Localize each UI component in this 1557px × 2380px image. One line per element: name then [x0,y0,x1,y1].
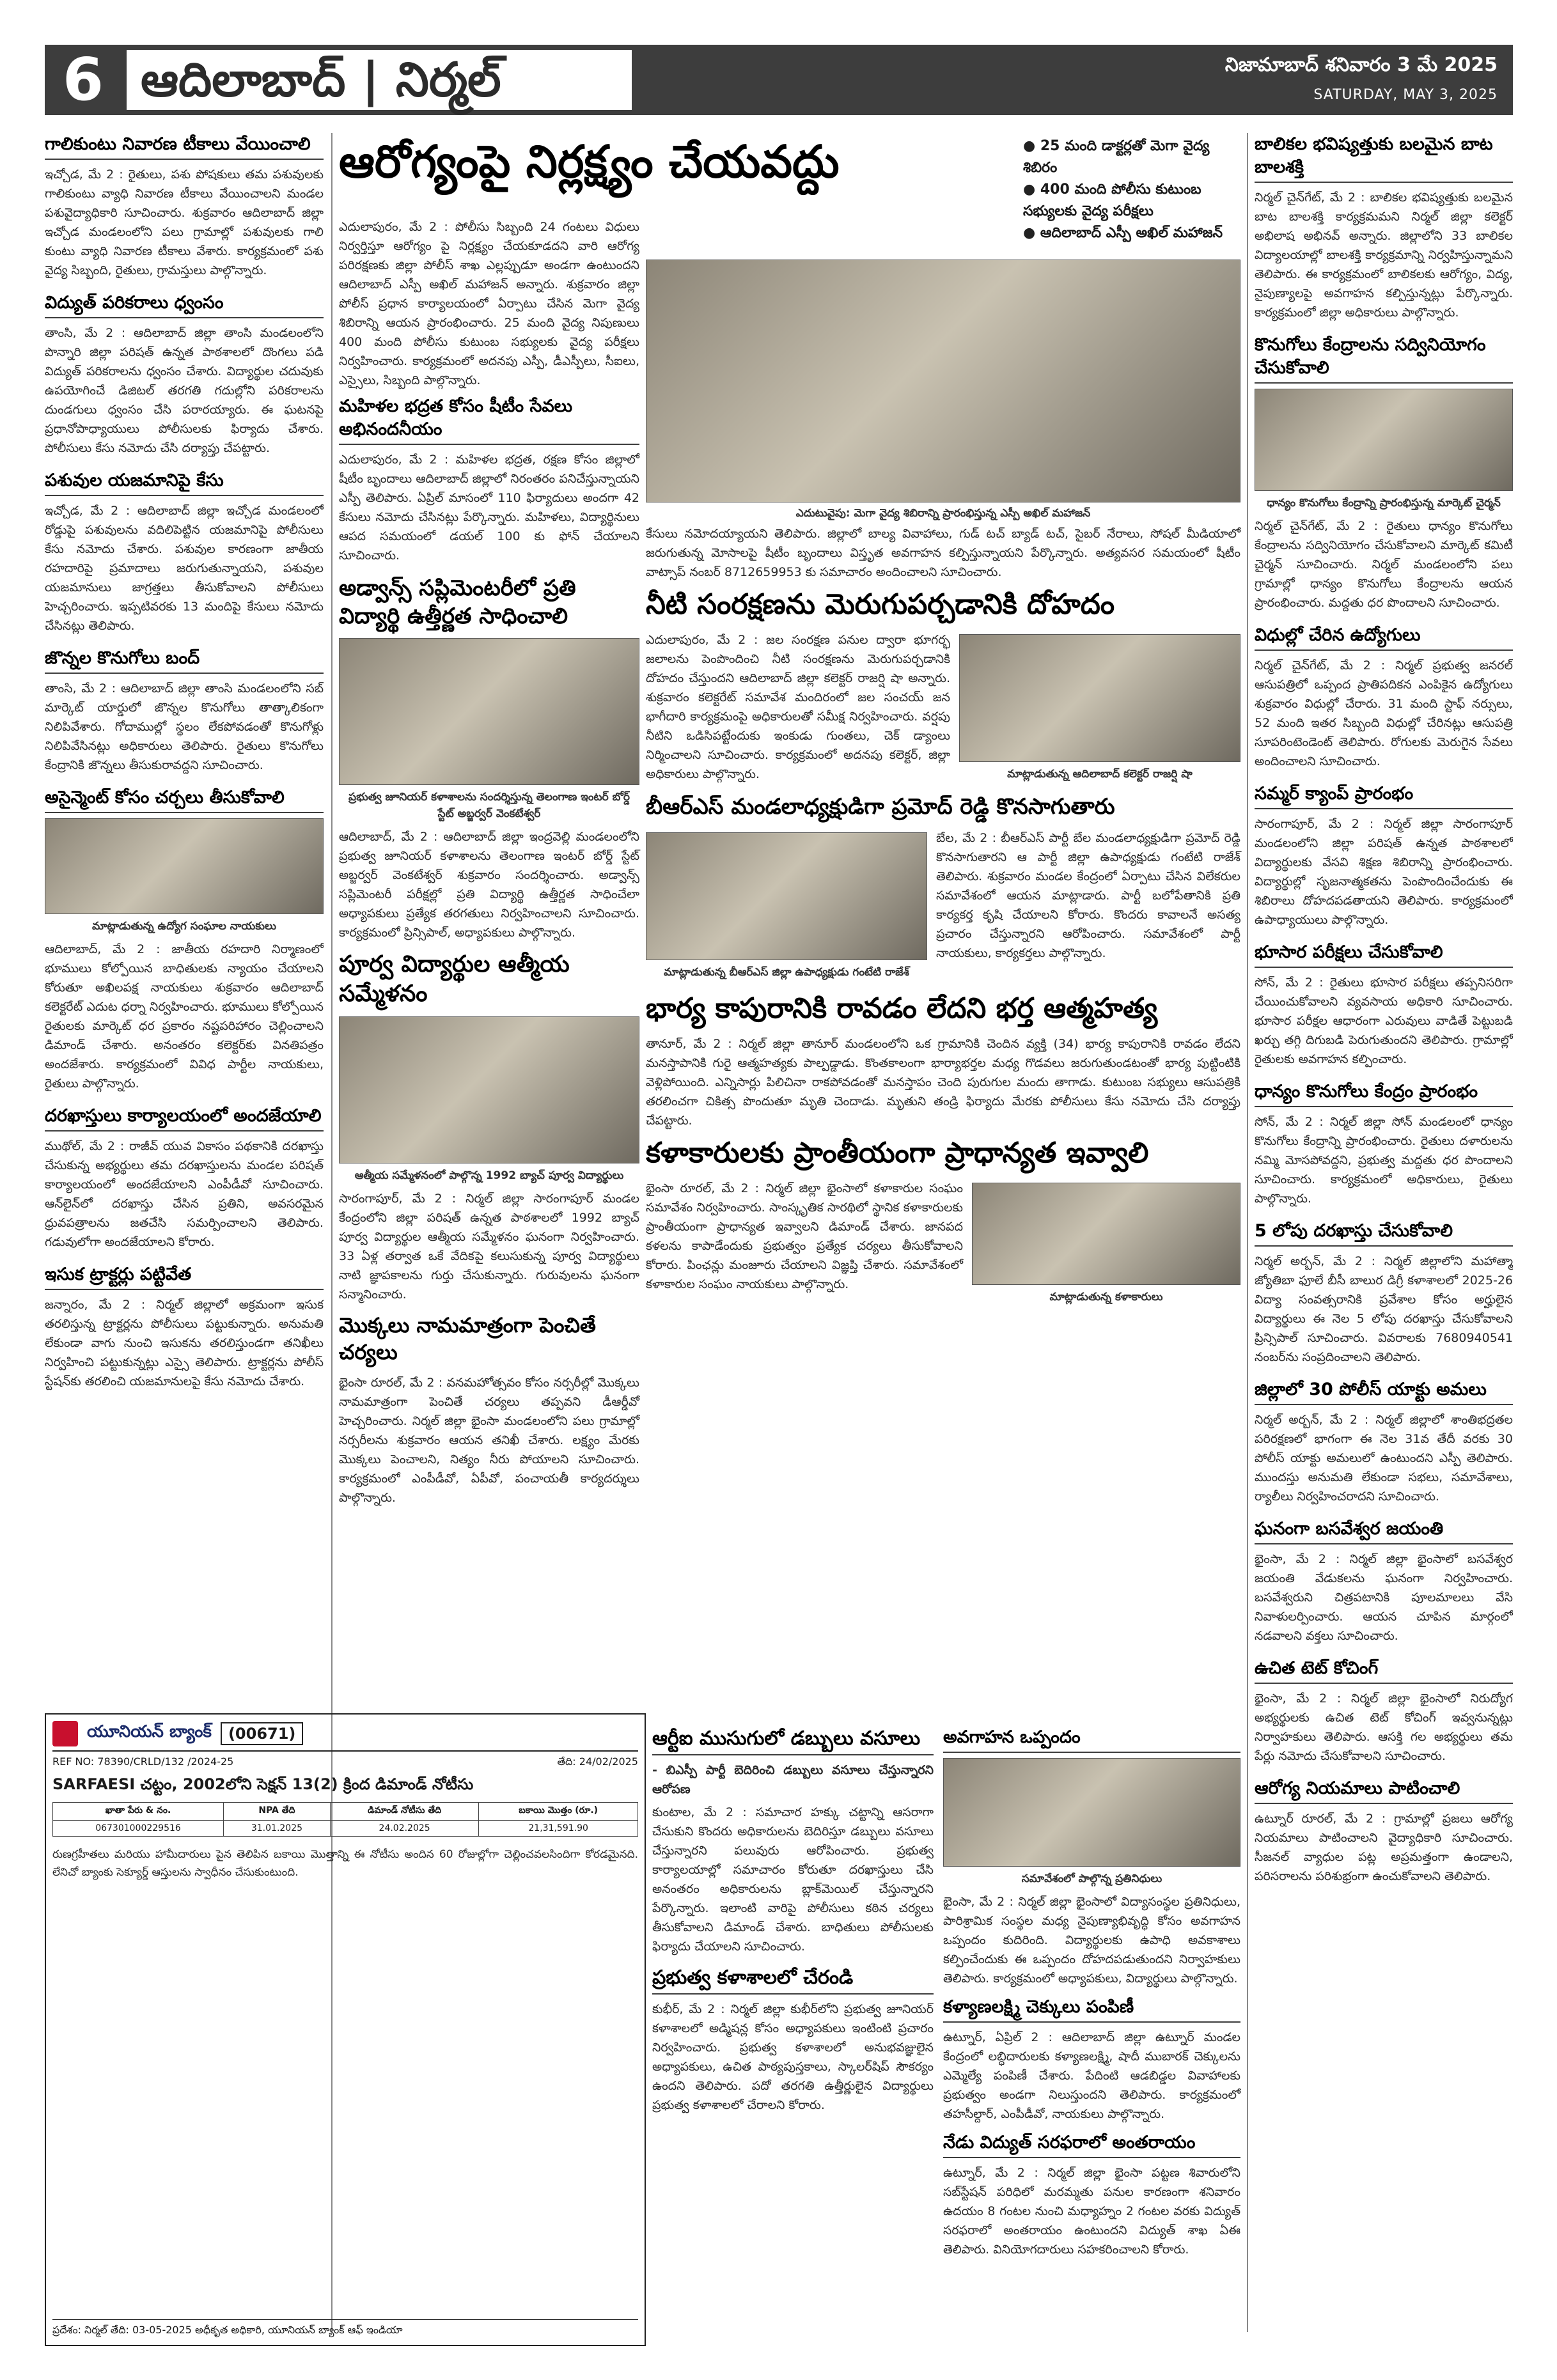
date-english: SATURDAY, MAY 3, 2025 [1313,87,1498,103]
edition-date [1139,54,1498,103]
article-headline: దరఖాస్తులు కార్యాలయంలో అందజేయాలి [45,1105,324,1132]
photo-caption: ప్రభుత్వ జూనియర్ కళాశాలను సందర్శిస్తున్న తెలంగాణ ఇంటర్ బోర్డ్ స్టేట్ అబ్జర్వర్ వెంకటేశ్వర్ [348,791,630,820]
article-body: ఇచ్చోడ, మే 2 : రైతులు, పశు పోషకులు తమ పశువులకు గాలికుంటు వ్యాధి నివారణ టీకాలు వేయించాలని మండల పశువైద్యాధికారి సూచించారు. శుక్రవారం ఆదిలాబాద్ జిల్లా ఇచ్చోడ మండలంలోని పలు గ్రామాల్లో పశువులకు గాలి కుంటు వ్యాధి నివారణ టీకాలు వేశారు. కార్యక్రమంలో పశు వైద్య సిబ్బంది, రైతులు, గ్రామస్తులు పాల్గొన్నారు. [45,167,324,277]
article-headline: పశువుల యజమానిపై కేసు [45,469,324,496]
article-headline: ప్రభుత్వ కళాశాలలో చేరండి [652,1965,934,1995]
article-headline: నీటి సంరక్షణను మెరుగుపర్చడానికి దోహదం [646,588,1115,621]
article-body: ఇచ్చోడ, మే 2 : ఆదిలాబాద్ జిల్లా ఇచ్చోడ మండలంలో రోడ్డుపై పశువులను వదిలిపెట్టిన యజమానిపై పోలీసులు కేసు నమోదు చేశారు. పశువుల కారణంగా జాతీయ రహదారిపై ప్రమాదాలు జరుగుతున్నాయని, పశువుల యజమానులు జాగ్రత్తలు తీసుకోవాలని పోలీసులు హెచ్చరించారు. ఇప్పటివరకు 13 మందిపై కేసులు నమోదు చేసినట్లు తెలిపారు. [45,504,324,633]
article [1255,624,1513,771]
branch-code: (00671) [221,1722,303,1745]
article-body: నిర్మల్ చైన్‌గేట్, మే 2 : రైతులు ధాన్యం కొనుగోలు కేంద్రాలను సద్వినియోగం చేసుకోవాలని మార్కెట్ కమిటీ చైర్మన్ సూచించారు. నిర్మల్ మండలంలోని పలు గ్రామాల్లో ధాన్యం కొనుగోలు కేంద్రాలను ఆయన ప్రారంభించారు. మద్దతు ధర పొందాలని సూచించారు. [1255,519,1513,610]
sub-headline: మహిళల భద్రత కోసం షీటీం సేవలు అభినందనీయం [339,395,639,445]
article [45,1105,324,1252]
lead-story [339,133,1017,198]
article-body: తాంసి, మే 2 : ఆదిలాబాద్ జిల్లా తాంసి మండలంలోని పొన్నారి జిల్లా పరిషత్ ఉన్నత పాఠశాలలో దొంగలు పడి విద్యుత్ పరికరాలను ధ్వంసం చేశారు. విద్యార్థుల చదువుకు ఉపయోగించే డిజిటల్ తరగతి గదుల్లోని పరికరాలను దుండగులు ధ్వంసం చేసి పరారయ్యారు. ఈ ఘటనపై ప్రధానోపాధ్యాయులు పోలీసులకు ఫిర్యాదు చేశారు. పోలీసులు కేసు నమోదు చేసి దర్యాప్తు చేపట్టారు. [45,326,324,455]
article [1255,941,1513,1069]
article-body: సోన్, మే 2 : నిర్మల్ జిల్లా సోన్ మండలంలో ధాన్యం కొనుగోలు కేంద్రాన్ని ప్రారంభించారు. రైతులు దళారులను నమ్మి మోసపోవద్దని, ప్రభుత్వ మద్దతు ధర పొందాలని సూచించారు. కార్యక్రమంలో అధికారులు, రైతులు పాల్గొన్నారు. [1255,1115,1513,1206]
article-body: సారంగాపూర్, మే 2 : నిర్మల్ జిల్లా సారంగాపూర్ మండలంలోని జిల్లా పరిషత్ ఉన్నత పాఠశాలలో విద్యార్థులకు వేసవి శిక్షణ శిబిరాన్ని ప్రారంభించారు. విద్యార్థుల్లో సృజనాత్మకతను పెంపొందించేందుకు ఈ శిబిరాలు దోహదపడతాయని తెలిపారు. కార్యక్రమంలో ఉపాధ్యాయులు పాల్గొన్నారు. [1255,817,1513,927]
article-subhead: - బిఎస్పీ పార్టీ బెదిరించి డబ్బులు వసూలు చేస్తున్నారని ఆరోపణ [652,1763,934,1796]
article-headline: మొక్కలు నామమాత్రంగా పెంచితే చర్యలు [339,1313,596,1364]
table-row [53,1821,638,1837]
article-body: భైంసా రూరల్, మే 2 : వనమహోత్సవం కోసం నర్సరీల్లో మొక్కలు నామమాత్రంగా పెంచితే చర్యలు తప్పవని డీఆర్డీవో హెచ్చరించారు. నిర్మల్ జిల్లా భైంసా మండలంలోని పలు గ్రామాల్లో నర్సరీలను శుక్రవారం ఆయన తనిఖీ చేశారు. లక్ష్యం మేరకు మొక్కలు పెంచాలని, నిత్యం నీరు పోయాలని సూచించారు. కార్యక్రమంలో ఎంపీడీవో, ఏపీవో, పంచాయతీ కార్యదర్శులు పాల్గొన్నారు. [339,1376,639,1505]
article [1255,1518,1513,1645]
article-body: ఎదులాపురం, మే 2 : జల సంరక్షణ పనుల ద్వారా భూగర్భ జలాలను పెంపొందించి నీటి సంరక్షణను మెరుగుపర్చడానికి దోహదం చేస్తుందని ఆదిలాబాద్ జిల్లా కలెక్టర్ రాజర్షి షా అన్నారు. శుక్రవారం కలెక్టరేట్ సమావేశ మందిరంలో జల సంచయ్ జన భాగీదారి కార్యక్రమంపై అధికారులతో సమీక్ష నిర్వహించారు. వర్షపు నీటిని ఒడిసిపట్టేందుకు ఇంకుడు గుంతలు, చెక్ డ్యాంలు నిర్మించాలని సూచించారు. కార్యక్రమంలో అదనపు కలెక్టర్, జిల్లా అధికారులు పాల్గొన్నారు. [646,633,950,781]
article-body: తానూర్, మే 2 : నిర్మల్ జిల్లా తానూర్ మండలంలోని ఒక గ్రామానికి చెందిన వ్యక్తి (34) భార్య కాపురానికి రావడం లేదని మనస్తాపానికి గురై ఆత్మహత్యకు పాల్పడ్డాడు. కొంతకాలంగా భార్యాభర్తల మధ్య గొడవలు జరుగుతుండటంతో భార్య పుట్టింటికి వెళ్లిపోయింది. ఎన్నిసార్లు పిలిచినా రాకపోవడంతో మనస్తాపం చెంది పురుగుల మందు తాగాడు. కుటుంబ సభ్యులు ఆసుపత్రికి తరలించగా చికిత్స పొందుతూ మృతి చెందాడు. మృతుని తండ్రి ఫిర్యాదు మేరకు పోలీసులు కేసు నమోదు చేసి దర్యాప్తు చేపట్టారు. [646,1037,1240,1128]
article [1255,1378,1513,1506]
article [1255,1777,1513,1886]
article [1255,1080,1513,1208]
notice-ref: REF NO: 78390/CRLD/132 /2024-25 [52,1755,234,1768]
photo-caption: ఆత్మీయ సమ్మేళనంలో పాల్గొన్న 1992 బ్యాచ్ పూర్వ విద్యార్థులు [354,1169,624,1182]
news-photo [972,1183,1240,1285]
section-title: ఆదిలాబాద్ | నిర్మల్ [127,50,632,110]
notice-body: రుణగ్రహీతలు మరియు హామీదారులు పైన తెలిపిన బకాయి మొత్తాన్ని ఈ నోటీసు అందిన 60 రోజుల్లోగా చెల్లించవలసిందిగా కోరడమైనది. లేనిచో బ్యాంకు సెక్యూర్డ్ ఆస్తులను స్వాధీనం చేసుకుంటుంది. [52,1848,638,1879]
article-headline: ఘనంగా బసవేశ్వర జయంతి [1255,1518,1513,1544]
article-headline: ఇసుక ట్రాక్టర్లు పట్టివేత [45,1263,324,1290]
photo-caption: మాట్లాడుతున్న ఆదిలాబాద్ కలెక్టర్ రాజర్షి షా [1007,768,1193,781]
article-headline: నేడు విద్యుత్ సరఫరాలో అంతరాయం [943,2131,1240,2158]
article-body: కుభీర్, మే 2 : నిర్మల్ జిల్లా కుభీర్‌లోని ప్రభుత్వ జూనియర్ కళాశాలలో అడ్మిషన్ల కోసం అధ్యాపకులు ఇంటింటి ప్రచారం నిర్వహించారు. ప్రభుత్వ కళాశాలలో అనుభవజ్ఞులైన అధ్యాపకులు, ఉచిత పాఠ్యపుస్తకాలు, స్కాలర్‌షిప్ సౌకర్యం ఉందని తెలిపారు. పదో తరగతి ఉత్తీర్ణులైన విద్యార్థులు ప్రభుత్వ కళాశాలలో చేరాలని కోరారు. [652,2002,934,2112]
highlight-item: ● ఆదిలాబాద్ ఎస్పీ అఖిల్ మహాజన్ [1023,222,1240,244]
notice-date: తేది: 24/02/2025 [557,1755,638,1768]
article-headline: అడ్వాన్స్ సప్లిమెంటరీలో ప్రతి విద్యార్థి ఉత్తీర్ణత సాధించాలి [339,575,576,629]
lead-photo [646,260,1240,502]
lead-photo-caption: ఎదుటువైపు: మెగా వైద్య శిబిరాన్ని ప్రారంభిస్తున్న ఎస్పీ అఖిల్ మహాజన్ [795,507,1091,520]
article-body: ఎదులాపురం, మే 2 : మహిళల భద్రత, రక్షణ కోసం జిల్లాలో షీటీం బృందాలు ఆదిలాబాద్ జిల్లాలో నిరంతరం పనిచేస్తున్నాయని ఎస్పీ తెలిపారు. ఏప్రిల్ మాసంలో 110 ఫిర్యాదులు అందగా 42 కేసులు నమోదు చేసినట్లు పేర్కొన్నారు. మహిళలు, విద్యార్థినులు ఆపద సమయంలో డయల్ 100 కు ఫోన్ చేయాలని సూచించారు. [339,453,639,563]
bank-logo-icon [52,1721,78,1746]
article-body: నిర్మల్ చైన్‌గేట్, మే 2 : బాలికల భవిష్యత్తుకు బలమైన బాట బాలశక్తి కార్యక్రమమని నిర్మల్ జిల్లా కలెక్టర్ అభిలాష అభినవ్ అన్నారు. జిల్లాలోని 33 బాలికల విద్యాలయాల్లో బాలశక్తి కార్యక్రమాన్ని నిర్వహిస్తున్నామని తెలిపారు. ఈ కార్యక్రమంలో బాలికలకు ఆరోగ్యం, విద్య, నైపుణ్యాలపై అవగాహన కల్పిస్తున్నట్లు పేర్కొన్నారు. కార్యక్రమంలో జిల్లా అధికారులు పాల్గొన్నారు. [1255,191,1513,320]
photo-caption: మాట్లాడుతున్న ఉద్యోగ సంఘాల నాయకులు [92,920,276,933]
article-headline: ఆర్టీఐ ముసుగులో డబ్బులు వసూలు [652,1726,934,1755]
article-headline: విధుల్లో చేరిన ఉద్యోగులు [1255,624,1513,651]
article-body: ముథోల్, మే 2 : రాజీవ్ యువ వికాసం పథకానికి దరఖాస్తు చేసుకున్న అభ్యర్థులు తమ దరఖాస్తులను మండల పరిషత్ కార్యాలయంలో అందజేయాలని ఎంపీడీవో సూచించారు. ఆన్‌లైన్‌లో దరఖాస్తు చేసిన ప్రతిని, అవసరమైన ధ్రువపత్రాలను జతచేసి సమర్పించాలని తెలిపారు. గడువులోగా అందజేయాలని కోరారు. [45,1139,324,1249]
news-photo [943,1758,1240,1867]
article-body: కుంటాల, మే 2 : సమాచార హక్కు చట్టాన్ని ఆసరాగా చేసుకుని కొందరు అధికారులను బెదిరిస్తూ డబ్బులు వసూలు చేస్తున్నారని పలువురు ఆరోపించారు. ప్రభుత్వ కార్యాలయాల్లో సమాచారం కోరుతూ దరఖాస్తులు చేసి అనంతరం అధికారులను బ్లాక్‌మెయిల్ చేస్తున్నారని పేర్కొన్నారు. ఇలాంటి వారిపై పోలీసులు కఠిన చర్యలు తీసుకోవాలని డిమాండ్ చేశారు. బాధితులు పోలీసులకు ఫిర్యాదు చేయాలని సూచించారు. [652,1805,934,1954]
photo-caption: మాట్లాడుతున్న బీఆర్ఎస్ జిల్లా ఉపాధ్యక్షుడు గంటేటి రాజేశ్ [664,966,909,979]
lead-headline: ఆరోగ్యంపై నిర్లక్ష్యం చేయవద్దు [339,136,840,188]
date-telugu: నిజామాబాద్ శనివారం 3 మే 2025 [1224,54,1498,76]
article-body: తాంసి, మే 2 : ఆదిలాబాద్ జిల్లా తాంసి మండలంలోని సబ్ మార్కెట్ యార్డులో జొన్నల కొనుగోలు తాత్కాలికంగా నిలిపివేశారు. గోదాముల్లో స్థలం లేకపోవడంతో కొనుగోళ్లు నిలిపివేసినట్లు అధికారులు తెలిపారు. రైతులు కొనుగోలు కేంద్రానికి జొన్నలు తీసుకురావద్దని సూచించారు. [45,681,324,772]
article [45,647,324,775]
article-headline: అవగాహన ఒప్పందం [943,1726,1240,1753]
article-headline: బాలికల భవిష్యత్తుకు బలమైన బాట బాలశక్తి [1255,133,1513,183]
photo-caption: ధాన్యం కొనుగోలు కేంద్రాన్ని ప్రారంభిస్తున్న మార్కెట్ చైర్మన్ [1267,497,1501,509]
table-cell: 24.02.2025 [330,1821,478,1837]
news-photo [45,818,324,914]
article-headline: ధాన్యం కొనుగోలు కేంద్రం ప్రారంభం [1255,1080,1513,1107]
column-divider [1247,133,1248,2332]
bank-notice-header [52,1721,638,1752]
article [45,786,324,1093]
table-cell: 21,31,591.90 [479,1821,638,1837]
article [45,469,324,635]
article-body: నిర్మల్ అర్బన్, మే 2 : నిర్మల్ జిల్లాలో శాంతిభద్రతల పరిరక్షణలో భాగంగా ఈ నెల 31వ తేదీ వరకు 30 పోలీస్ యాక్టు అమలులో ఉంటుందని ఎస్పీ తెలిపారు. ముందస్తు అనుమతి లేకుండా సభలు, సమావేశాలు, ర్యాలీలు నిర్వహించరాదని సూచించారు. [1255,1413,1513,1504]
article-headline: సమ్మర్ క్యాంప్ ప్రారంభం [1255,782,1513,809]
article-headline: విద్యుత్ పరికరాలు ధ్వంసం [45,292,324,318]
table-cell: 067301000229516 [53,1821,224,1837]
photo-caption: సమావేశంలో పాల్గొన్న ప్రతినిధులు [1021,1872,1162,1885]
bank-notice [45,1713,646,2346]
article [1255,133,1513,322]
article-body: నిర్మల్ చైన్‌గేట్, మే 2 : నిర్మల్ ప్రభుత్వ జనరల్ ఆసుపత్రిలో ఒప్పంద ప్రాతిపదికన ఎంపికైన ఉద్యోగులు శుక్రవారం విధుల్లో చేరారు. 31 మంది స్టాఫ్ నర్సులు, 52 మంది ఇతర సిబ్బంది విధుల్లో చేరినట్లు ఆసుపత్రి సూపరింటెండెంట్ తెలిపారు. రోగులకు మెరుగైన సేవలు అందించాలని సూచించారు. [1255,658,1513,768]
article-body: భైంసా, మే 2 : నిర్మల్ జిల్లా భైంసాలో బసవేశ్వర జయంతి వేడుకలను ఘనంగా నిర్వహించారు. బసవేశ్వరుని చిత్రపటానికి పూలమాలలు వేసి నివాళులర్పించారు. ఆయన చూపిన మార్గంలో నడవాలని వక్తలు సూచించారు. [1255,1552,1513,1643]
bank-name: యూనియన్ బ్యాంక్ [87,1722,212,1741]
news-photo [339,638,639,785]
notice-heading: SARFAESI చట్టం, 2002లోని సెక్షన్ 13(2) క్రింద డిమాండ్ నోటీసు [52,1775,474,1793]
column-4-lower [943,1726,1240,2259]
column-2 [339,217,639,1507]
news-photo [1255,389,1513,491]
lead-body: ఎదులాపురం, మే 2 : పోలీసు సిబ్బంది 24 గంటలు విధులు నిర్వర్తిస్తూ ఆరోగ్యం పై నిర్లక్ష్యం చేయకూడదని వారి ఆరోగ్య పరిరక్షణకు జిల్లా పోలీస్ శాఖ ఎల్లప్పుడూ అండగా ఉంటుందని ఆదిలాబాద్ ఎస్పీ అఖిల్ మహాజన్ అన్నారు. శుక్రవారం జిల్లా పోలీస్ ప్రధాన కార్యాలయంలో ఏర్పాటు చేసిన మెగా వైద్య శిబిరాన్ని ఆయన ప్రారంభించారు. 25 మంది వైద్య నిపుణులు 400 మంది పోలీసు కుటుంబ సభ్యులకు వైద్య పరీక్షలు నిర్వహించారు. కార్యక్రమంలో అదనపు ఎస్పీ, డీఎస్పీలు, సీఐలు, ఎస్సైలు, సిబ్బంది పాల్గొన్నారు. [339,220,639,387]
article-body: సారంగాపూర్, మే 2 : నిర్మల్ జిల్లా సారంగాపూర్ మండల కేంద్రంలోని జిల్లా పరిషత్ ఉన్నత పాఠశాలలో 1992 బ్యాచ్ పూర్వ విద్యార్థుల ఆత్మీయ సమ్మేళనం ఘనంగా నిర్వహించారు. 33 ఏళ్ల తర్వాత ఒకే వేదికపై కలుసుకున్న పూర్వ విద్యార్థులు నాటి జ్ఞాపకాలను గుర్తు చేసుకున్నారు. గురువులను ఘనంగా సన్మానించారు. [339,1192,639,1302]
article-headline: గాలికుంటు నివారణ టీకాలు వేయించాలి [45,133,324,160]
masthead [45,45,1513,115]
news-photo [646,832,927,960]
article-body: సోన్, మే 2 : రైతులు భూసార పరీక్షలు తప్పనిసరిగా చేయించుకోవాలని వ్యవసాయ అధికారి సూచించారు. భూసార పరీక్షల ఆధారంగా ఎరువులు వాడితే పెట్టుబడి ఖర్చు తగ్గి దిగుబడి పెరుగుతుందని తెలిపారు. గ్రామాల్లో రైతులకు అవగాహన కల్పించారు. [1255,976,1513,1066]
article-body: భైంసా, మే 2 : నిర్మల్ జిల్లా భైంసాలో నిరుద్యోగ అభ్యర్థులకు ఉచిత టెట్ కోచింగ్ ఇవ్వనున్నట్లు నిర్వాహకులు తెలిపారు. ఆసక్తి గల అభ్యర్థులు తమ పేర్లు నమోదు చేసుకోవాలని సూచించారు. [1255,1692,1513,1763]
lead-highlights [1023,136,1240,244]
notice-table [52,1802,638,1837]
table-header: బకాయి మొత్తం (రూ.) [479,1803,638,1821]
article-body: బేల, మే 2 : బీఆర్ఎస్ పార్టీ బేల మండలాధ్యక్షుడిగా ప్రమోద్ రెడ్డి కొనసాగుతారని ఆ పార్టీ జిల్లా ఉపాధ్యక్షుడు గంటేటి రాజేశ్ తెలిపారు. శుక్రవారం మండల కేంద్రంలో ఏర్పాటు చేసిన విలేకరుల సమావేశంలో ఆయన మాట్లాడారు. పార్టీ బలోపేతానికి ప్రతి కార్యకర్త కృషి చేయాలని కోరారు. కొందరు కావాలనే అసత్య ప్రచారం చేస్తున్నారని ఆరోపించారు. సమావేశంలో పార్టీ నాయకులు, కార్యకర్తలు పాల్గొన్నారు. [936,831,1240,960]
article-body: ఉట్నూర్, మే 2 : నిర్మల్ జిల్లా భైంసా పట్టణ శివారులోని సబ్‌స్టేషన్ పరిధిలో మరమ్మతు పనుల కారణంగా శనివారం ఉదయం 8 గంటల నుంచి మధ్యాహ్నం 2 గంటల వరకు విద్యుత్ సరఫరాలో అంతరాయం ఉంటుందని విద్యుత్ శాఖ ఏఈ తెలిపారు. వినియోగదారులు సహకరించాలని కోరారు. [943,2166,1240,2257]
highlight-item: ● 400 మంది పోలీసు కుటుంబ సభ్యులకు వైద్య పరీక్షలు [1023,179,1240,222]
article-headline: ఆరోగ్య నియమాలు పాటించాలి [1255,1777,1513,1804]
article-headline: జిల్లాలో 30 పోలీస్ యాక్టు అమలు [1255,1378,1513,1405]
article-body: ఆదిలాబాద్, మే 2 : ఆదిలాబాద్ జిల్లా ఇంద్రవెల్లి మండలంలోని ప్రభుత్వ జూనియర్ కళాశాలను తెలంగాణ ఇంటర్ బోర్డ్ స్టేట్ అబ్జర్వర్ వెంకటేశ్వర్ శుక్రవారం సందర్శించారు. అడ్వాన్స్ సప్లిమెంటరీ పరీక్షల్లో ప్రతి విద్యార్థి ఉత్తీర్ణత సాధించేలా అధ్యాపకులు ప్రత్యేక తరగతులు నిర్వహించాలని సూచించారు. కార్యక్రమంలో ప్రిన్సిపాల్, అధ్యాపకులు పాల్గొన్నారు. [339,830,639,940]
photo-caption: మాట్లాడుతున్న కళాకారులు [1049,1291,1163,1303]
article-headline: 5 లోపు దరఖాస్తు చేసుకోవాలి [1255,1220,1513,1247]
article [1255,1220,1513,1367]
article [45,133,324,280]
table-header: NPA తేది [223,1803,330,1821]
article-headline: కళాకారులకు ప్రాంతీయంగా ప్రాధాన్యత ఇవ్వాలి [646,1137,1149,1169]
table-header: డిమాండ్ నోటీసు తేది [330,1803,478,1821]
article-headline: భూసార పరీక్షలు చేసుకోవాలి [1255,941,1513,968]
article [1255,334,1513,612]
column-3-lower [652,1726,934,2115]
article-body: భైంసా రూరల్, మే 2 : నిర్మల్ జిల్లా భైంసాలో కళాకారుల సంఘం సమావేశం నిర్వహించారు. సాంస్కృతిక సారథిలో స్థానిక కళాకారులకు ప్రాంతీయంగా ప్రాధాన్యత ఇవ్వాలని డిమాండ్ చేశారు. జానపద కళలను కాపాడేందుకు ప్రభుత్వం ప్రత్యేక చర్యలు తీసుకోవాలని కోరారు. పింఛన్లు మంజూరు చేయాలని విజ్ఞప్తి చేశారు. సమావేశంలో కళాకారుల సంఘం నాయకులు పాల్గొన్నారు. [646,1181,963,1291]
news-photo [959,634,1240,762]
table-header: ఖాతా పేరు & నం. [53,1803,224,1821]
article [1255,782,1513,929]
article-body: ఆదిలాబాద్, మే 2 : జాతీయ రహదారి నిర్మాణంలో భూములు కోల్పోయిన బాధితులకు న్యాయం చేయాలని కోరుతూ అఖిలపక్ష నాయకులు శుక్రవారం ఆదిలాబాద్ కలెక్టరేట్ ఎదుట ధర్నా నిర్వహించారు. భూములు కోల్పోయిన రైతులకు మార్కెట్ ధర ప్రకారం నష్టపరిహారం చెల్లించాలని డిమాండ్ చేశారు. అనంతరం కలెక్టర్‌కు వినతిపత్రం అందజేశారు. కార్యక్రమంలో వివిధ పార్టీల నాయకులు, రైతులు పాల్గొన్నారు. [45,942,324,1091]
article-headline: కళ్యాణలక్ష్మి చెక్కులు పంపిణీ [943,1996,1240,2023]
column-3 [646,524,1240,1311]
notice-footer: ప్రదేశం: నిర్మల్ తేది: 03-05-2025 అధీకృత అధికారి, యూనియన్ బ్యాంక్ ఆఫ్ ఇండియా [52,2319,638,2338]
news-photo [339,1016,639,1163]
table-cell: 31.01.2025 [223,1821,330,1837]
article [1255,1657,1513,1766]
article-body: నిర్మల్ అర్బన్, మే 2 : నిర్మల్ జిల్లాలోని మహాత్మా జ్యోతిబా ఫూలే బీసీ బాలుర డిగ్రీ కళాశాలలో 2025-26 విద్యా సంవత్సరానికి ప్రవేశాల కోసం అర్హులైన విద్యార్థులు ఈ నెల 5 లోపు దరఖాస్తు చేసుకోవాలని ప్రిన్సిపాల్ సూచించారు. వివరాలకు 7680940541 నంబర్‌ను సంప్రదించాలని తెలిపారు. [1255,1254,1513,1364]
article-body: ఉట్నూర్, ఏప్రిల్ 2 : ఆదిలాబాద్ జిల్లా ఉట్నూర్ మండల కేంద్రంలో లబ్ధిదారులకు కళ్యాణలక్ష్మి, షాదీ ముబారక్ చెక్కులను ఎమ్మెల్యే పంపిణీ చేశారు. పేదింటి ఆడబిడ్డల వివాహాలకు ప్రభుత్వం అండగా నిలుస్తుందని తెలిపారు. కార్యక్రమంలో తహసీల్దార్, ఎంపీడీవో, నాయకులు పాల్గొన్నారు. [943,2030,1240,2121]
article [45,292,324,458]
article-headline: ఉచిత టెట్ కోచింగ్ [1255,1657,1513,1684]
highlight-item: ● 25 మంది డాక్టర్లతో మెగా వైద్య శిబిరం [1023,136,1240,179]
page-number: 6 [62,45,104,114]
article-headline: కొనుగోలు కేంద్రాలను సద్వినియోగం చేసుకోవాలి [1255,334,1513,384]
article-body: ఉట్నూర్ రూరల్, మే 2 : గ్రామాల్లో ప్రజలు ఆరోగ్య నియమాలు పాటించాలని వైద్యాధికారి సూచించారు. సీజనల్ వ్యాధుల పట్ల అప్రమత్తంగా ఉండాలని, పరిసరాలను పరిశుభ్రంగా ఉంచుకోవాలని తెలిపారు. [1255,1812,1513,1883]
left-column [45,133,324,1403]
article-headline: జొన్నల కొనుగోలు బంద్ [45,647,324,674]
article-headline: అసైన్మెంట్ కోసం చర్చలు తీసుకోవాలి [45,786,324,813]
article-body: కేసులు నమోదయ్యాయని తెలిపారు. జిల్లాలో బాల్య వివాహాలు, గుడ్ టచ్ బ్యాడ్ టచ్, సైబర్ నేరాలు, సోషల్ మీడియాలో జరుగుతున్న మోసాలపై షీటీం బృందాలు విస్తృత అవగాహన కల్పిస్తున్నాయని పేర్కొన్నారు. అత్యవసర సమయంలో షీటీం వాట్సాప్ నంబర్ 8712659953 కు సమాచారం అందించాలని సూచించారు. [646,527,1240,579]
article-headline: పూర్వ విద్యార్థుల ఆత్మీయ సమ్మేళనం [339,951,570,1007]
article [45,1263,324,1391]
right-column [1255,133,1513,1897]
article-body: జన్నారం, మే 2 : నిర్మల్ జిల్లాలో అక్రమంగా ఇసుక తరలిస్తున్న ట్రాక్టర్లను పోలీసులు పట్టుకున్నారు. అనుమతి లేకుండా వాగు నుంచి ఇసుకను తరలిస్తుండగా తనిఖీలు నిర్వహించి పట్టుకున్నట్లు ఎస్సై తెలిపారు. ట్రాక్టర్లను పోలీస్ స్టేషన్‌కు తరలించి యజమానులపై కేసు నమోదు చేశారు. [45,1298,324,1388]
article-headline: భార్య కాపురానికి రావడం లేదని భర్త ఆత్మహత్య [646,992,1158,1025]
article-body: భైంసా, మే 2 : నిర్మల్ జిల్లా భైంసాలో విద్యాసంస్థల ప్రతినిధులు, పారిశ్రామిక సంస్థల మధ్య నైపుణ్యాభివృద్ధి కోసం అవగాహన ఒప్పందం కుదిరింది. విద్యార్థులకు ఉపాధి అవకాశాలు కల్పించేందుకు ఈ ఒప్పందం దోహదపడుతుందని నిర్వాహకులు తెలిపారు. కార్యక్రమంలో అధ్యాపకులు, విద్యార్థులు పాల్గొన్నారు. [943,1895,1240,1986]
article-headline: బీఆర్ఎస్ మండలాధ్యక్షుడిగా ప్రమోద్ రెడ్డి కొనసాగుతారు [646,794,1115,820]
